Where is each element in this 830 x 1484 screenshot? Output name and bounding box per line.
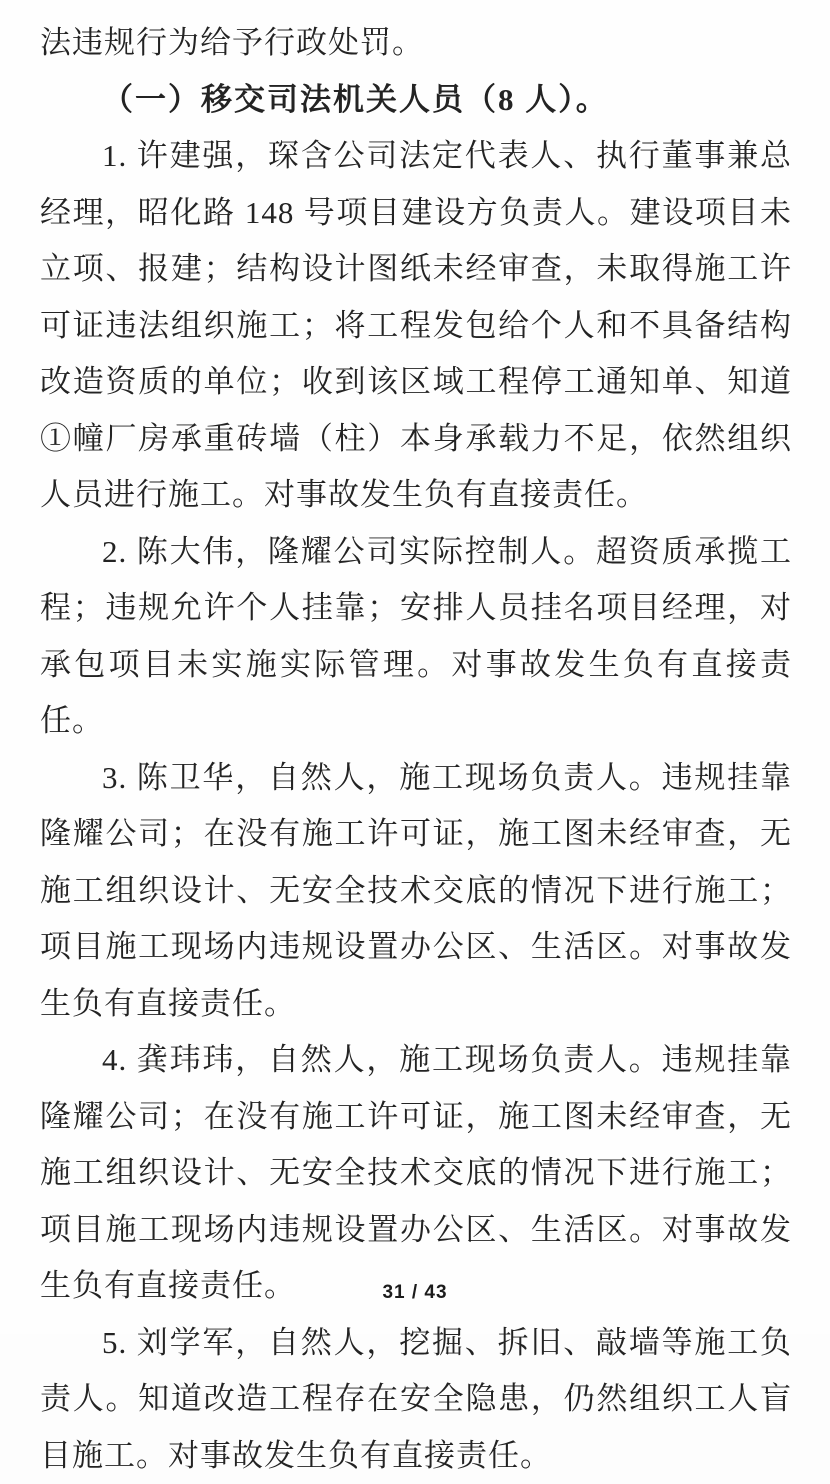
paragraph-person-5: 5. 刘学军，自然人，挖掘、拆旧、敲墙等施工负责人。知道改造工程存在安全隐患，仍然组织工人盲目施工。对事故发生负有直接责任。 [40,1315,792,1484]
page-number: 31 / 43 [0,1282,830,1304]
continuation-paragraph: 法违规行为给予行政处罚。 [40,15,792,72]
paragraph-person-2: 2. 陈大伟，隆耀公司实际控制人。超资质承揽工程；违规允许个人挂靠；安排人员挂名项目经理，对承包项目未实施实际管理。对事故发生负有直接责任。 [40,524,792,750]
paragraph-person-4: 4. 龚玮玮，自然人，施工现场负责人。违规挂靠隆耀公司；在没有施工许可证，施工图未经审查，无施工组织设计、无安全技术交底的情况下进行施工；项目施工现场内违规设置办公区、生活区。对事故发生负有直接责任。 [40,1032,792,1315]
section-heading: （一）移交司法机关人员（8 人）。 [40,72,792,129]
paragraph-person-1: 1. 许建强，琛含公司法定代表人、执行董事兼总经理，昭化路 148 号项目建设方负责人。建设项目未立项、报建；结构设计图纸未经审查，未取得施工许可证违法组织施工；将工程发包给个人和不具备结构改造资质的单位；收到该区域工程停工通知单、知道①幢厂房承重砖墙（柱）本身承载力不足，依然组织人员进行施工。对事故发生负有直接责任。 [40,128,792,524]
paragraph-person-3: 3. 陈卫华，自然人，施工现场负责人。违规挂靠隆耀公司；在没有施工许可证，施工图未经审查，无施工组织设计、无安全技术交底的情况下进行施工；项目施工现场内违规设置办公区、生活区。对事故发生负有直接责任。 [40,750,792,1033]
